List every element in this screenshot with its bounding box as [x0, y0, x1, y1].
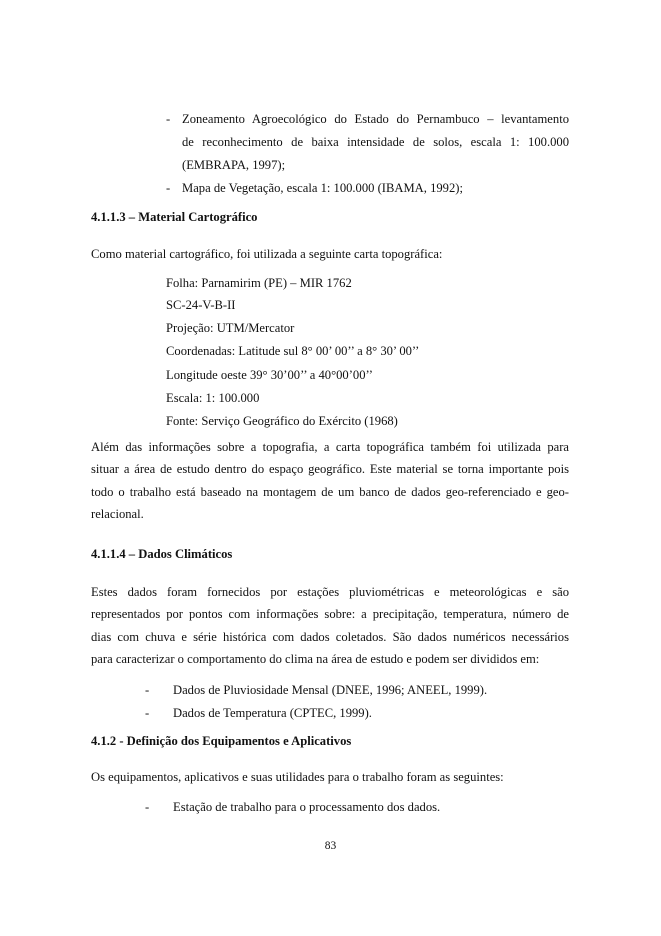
page-number: 83 [324, 840, 337, 852]
list-item: Estação de trabalho para o processamento dos dados. [173, 800, 441, 814]
bullet-line: (EMBRAPA, 1997); [182, 158, 286, 172]
paragraph-cartografico [91, 436, 569, 525]
bullet-dash: - [166, 181, 171, 195]
paragraph-line: Além das informações sobre a topografia, a carta topográfica também foi utilizada para [91, 440, 569, 454]
paragraph-line: situar a área de estudo dentro do espaço geográfico. Este material se torna importante pois [91, 462, 569, 477]
paragraph-line: relacional. [91, 506, 144, 521]
map-detail: Escala: 1: 100.000 [166, 391, 260, 405]
map-detail: Longitude oeste 39° 30’00’’ a 40°00’00’’ [166, 368, 373, 382]
paragraph-line: para caracterizar o comportamento do clima na área de estudo e podem ser divididos em: [91, 651, 540, 666]
section-heading-material-cartografico: 4.1.1.3 – Material Cartográfico [91, 210, 258, 224]
bullet-line: de reconhecimento de baixa intensidade de solos, escala 1: 100.000 [182, 135, 569, 149]
map-detail: Projeção: UTM/Mercator [166, 321, 295, 335]
section-heading-dados-climaticos: 4.1.1.4 – Dados Climáticos [91, 547, 233, 561]
paragraph-line: Estes dados foram fornecidos por estações pluviométricas e meteorológicas e são [91, 585, 569, 599]
bullet-dash: - [166, 112, 171, 126]
map-detail: Fonte: Serviço Geográfico do Exército (1968) [166, 414, 398, 428]
section-heading-equipamentos: 4.1.2 - Definição dos Equipamentos e Aplicativos [91, 734, 352, 748]
map-detail: Folha: Parnamirim (PE) – MIR 1762 [166, 276, 352, 290]
map-detail: Coordenadas: Latitude sul 8° 00’ 00’’ a 8° 30’ 00’’ [166, 344, 420, 358]
paragraph-line: representados por pontos com informações sobre: a precipitação, temperatura, número de [91, 607, 569, 622]
list-item: Dados de Temperatura (CPTEC, 1999). [173, 706, 372, 720]
bullet-line: Zoneamento Agroecológico do Estado do Pernambuco – levantamento [182, 112, 569, 126]
paragraph-line: todo o trabalho está baseado na montagem de um banco de dados geo-referenciado e geo- [91, 484, 569, 499]
bullet-dash: - [145, 683, 150, 697]
bullet-dash: - [145, 706, 150, 720]
paragraph-climaticos [91, 581, 569, 670]
section-intro: Os equipamentos, aplicativos e suas utilidades para o trabalho foram as seguintes: [91, 770, 504, 784]
bullet-line: Mapa de Vegetação, escala 1: 100.000 (IBAMA, 1992); [182, 181, 463, 195]
list-item: Dados de Pluviosidade Mensal (DNEE, 1996; ANEEL, 1999). [173, 683, 488, 697]
section-intro: Como material cartográfico, foi utilizada a seguinte carta topográfica: [91, 247, 443, 261]
bullet-dash: - [145, 800, 150, 814]
map-detail: SC-24-V-B-II [166, 298, 236, 312]
paragraph-line: dias com chuva e série histórica com dados coletados. São dados numéricos necessários [91, 629, 569, 644]
